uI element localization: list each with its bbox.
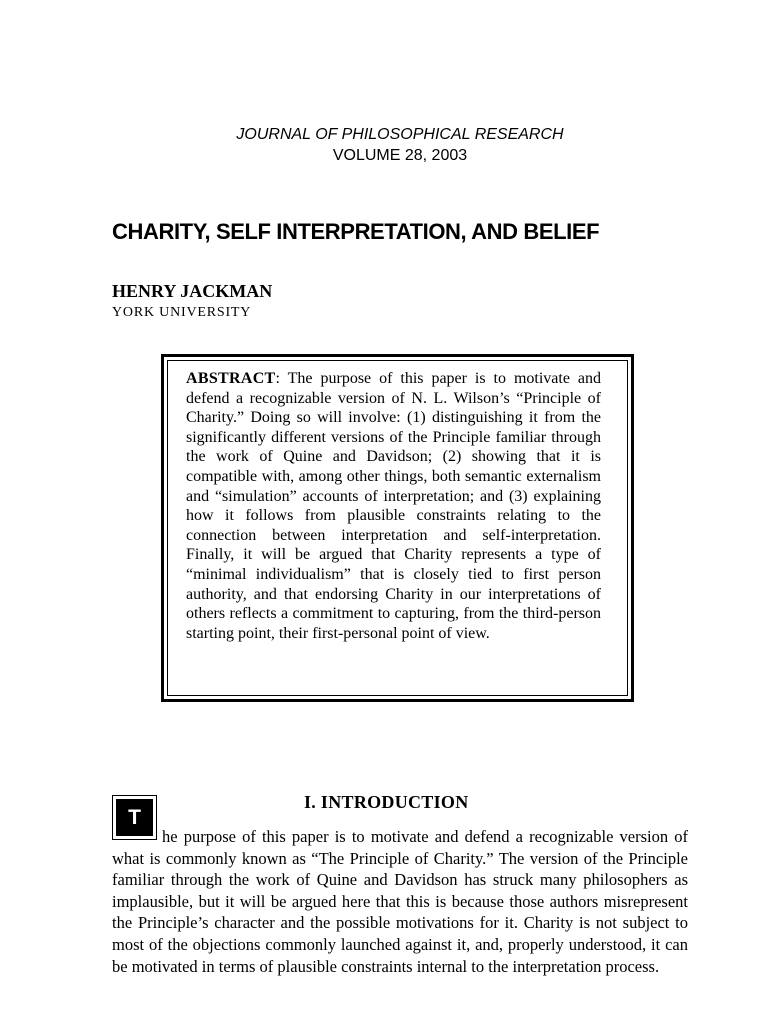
section-heading: I. INTRODUCTION [304, 792, 469, 812]
article-title: CHARITY, SELF INTERPRETATION, AND BELIEF [112, 219, 600, 244]
abstract-label: ABSTRACT [186, 370, 276, 387]
abstract-text [186, 369, 601, 643]
abstract-body: : The purpose of this paper is to motivate and defend a recognizable version of N. L. Wilson’s “Principle of Charity.” Doing so will involve: (1) distinguishing it from the significantly different versions of the Principle familiar through the work of Quine and Davidson; (2) showing that it is compatible with, among other things, both semantic externalism and “simulation” accounts of interpretation; and (3) explaining how it follows from plausible constraints relating to the connection between interpretation and self-interpretation. Finally, it will be argued that Charity represents a type of “minimal individualism” that is closely tied to first person authority, and that endorsing Charity in our interpretations of others reflects a commitment to capturing, from the third-person starting point, their first-personal point of view. [186, 370, 601, 642]
author-affiliation: YORK UNIVERSITY [112, 305, 252, 320]
journal-header [0, 124, 768, 166]
abstract-box [161, 354, 634, 702]
journal-name: JOURNAL OF PHILOSOPHICAL RESEARCH [236, 126, 564, 143]
dropcap-letter: T [116, 799, 153, 836]
intro-paragraph: he purpose of this paper is to motivate and defend a recognizable version of what is commonly known as “The Principle of Charity.” The version of the Principle familiar through the work of Quine and Davidson has struck many philosophers as implausible, but it will be argued here that this is because those authors misrepresent the Principle’s character and the possible motivations for it. Charity is not subject to most of the objections commonly launched against it, and, properly understood, it can be motivated in terms of plausible constraints internal to the interpretation process. [112, 827, 688, 976]
journal-volume: VOLUME 28, 2003 [332, 147, 468, 164]
author-name: HENRY JACKMAN [112, 281, 273, 301]
